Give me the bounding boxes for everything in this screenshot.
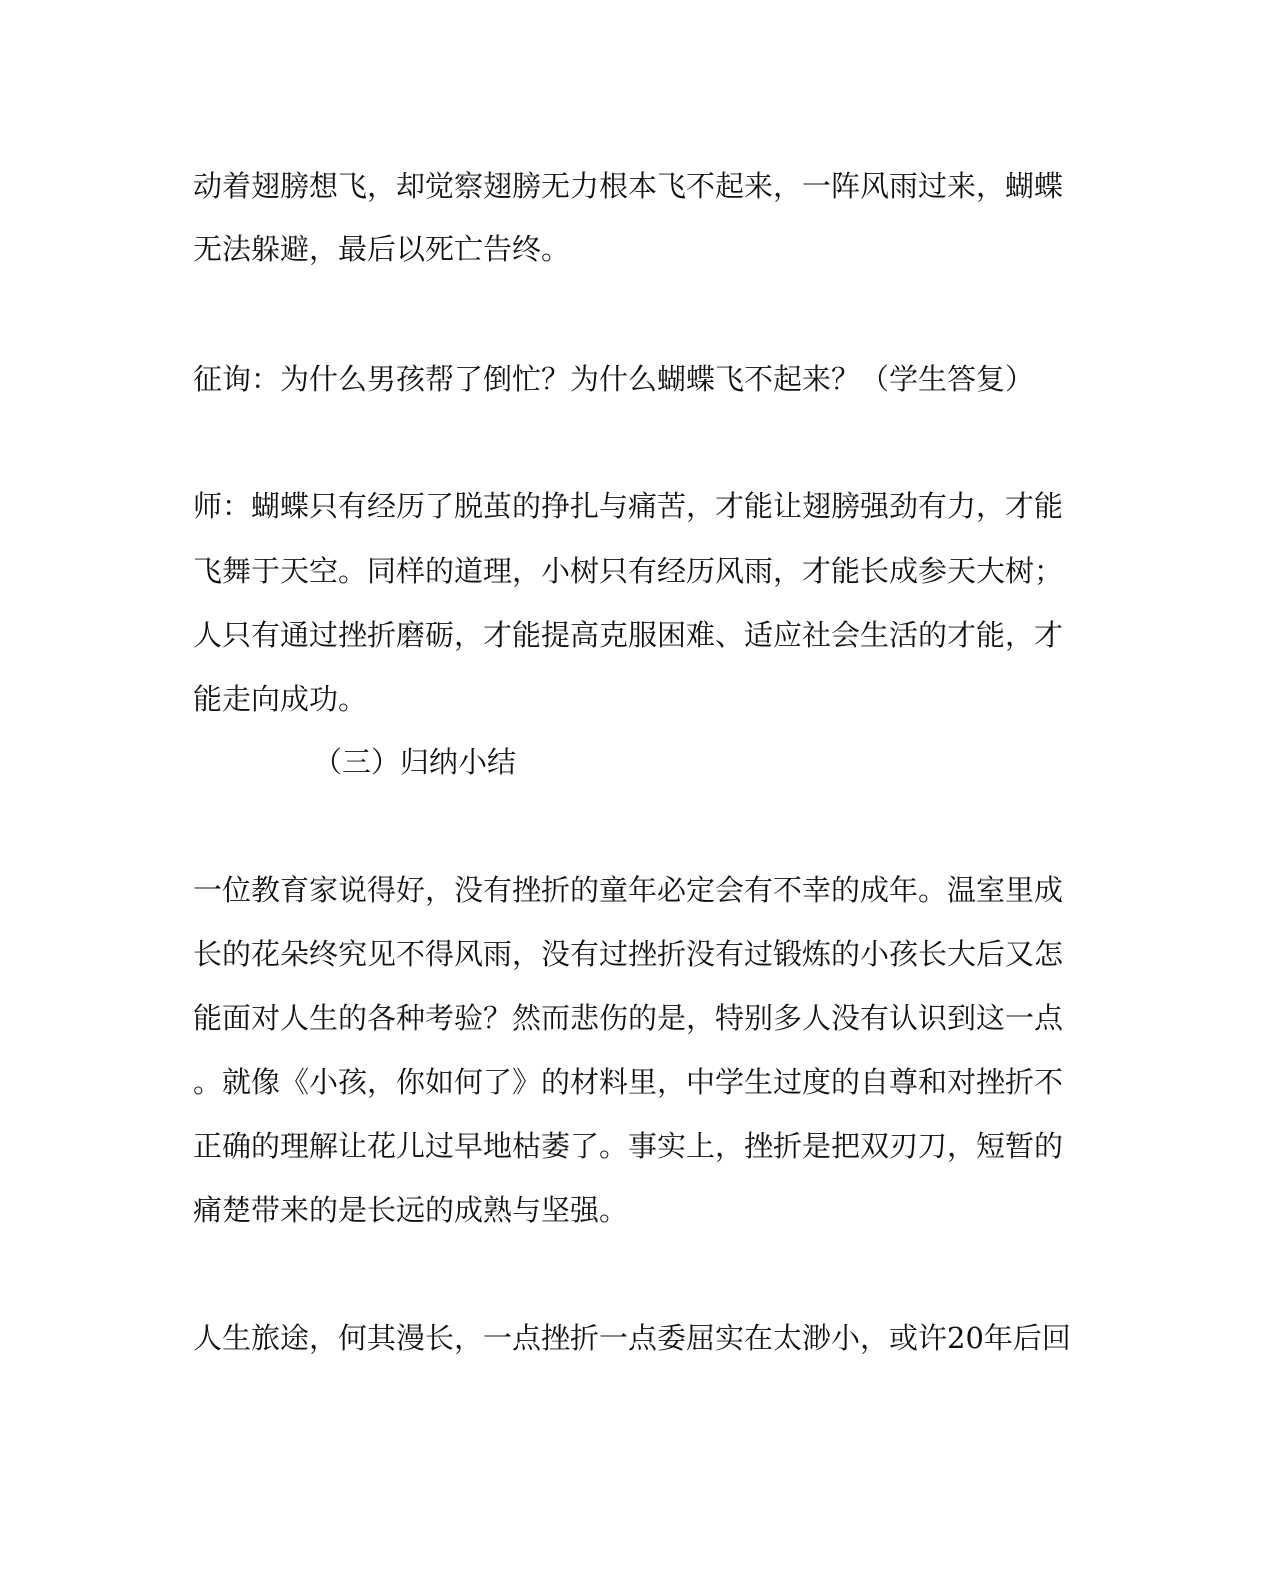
question-line: 征询：为什么男孩帮了倒忙？为什么蝴蝶飞不起来？（学生答复）	[193, 362, 1035, 396]
section-heading: （三）归纳小结	[313, 745, 517, 779]
paragraph-line: 飞舞于天空。同样的道理，小树只有经历风雨，才能长成参天大树；	[193, 554, 1064, 588]
paragraph-line: 痛楚带来的是长远的成熟与坚强。	[193, 1193, 629, 1227]
paragraph-line: 师：蝴蝶只有经历了脱茧的挣扎与痛苦，才能让翅膀强劲有力，才能	[193, 489, 1064, 523]
paragraph-line: 人只有通过挫折磨砺，才能提高克服困难、适应社会生活的才能，才	[193, 618, 1064, 652]
paragraph-line: 人生旅途，何其漫长，一点挫折一点委屈实在太渺小，或许20年后回	[193, 1321, 1071, 1355]
paragraph-line: 能面对人生的各种考验？然而悲伤的是，特别多人没有认识到这一点	[193, 1001, 1064, 1035]
paragraph-line: 正确的理解让花儿过早地枯萎了。事实上，挫折是把双刃刀，短暂的	[193, 1129, 1064, 1163]
paragraph-line: 一位教育家说得好，没有挫折的童年必定会有不幸的成年。温室里成	[193, 873, 1064, 907]
paragraph-line: 无法躲避，最后以死亡告终。	[193, 232, 571, 266]
paragraph-line: 动着翅膀想飞，却觉察翅膀无力根本飞不起来，一阵风雨过来，蝴蝶	[193, 169, 1064, 203]
paragraph-line: 长的花朵终究见不得风雨，没有过挫折没有过锻炼的小孩长大后又怎	[193, 937, 1064, 971]
paragraph-line: 。就像《小孩，你如何了》的材料里，中学生过度的自尊和对挫折不	[193, 1065, 1064, 1099]
paragraph-line: 能走向成功。	[193, 682, 368, 716]
